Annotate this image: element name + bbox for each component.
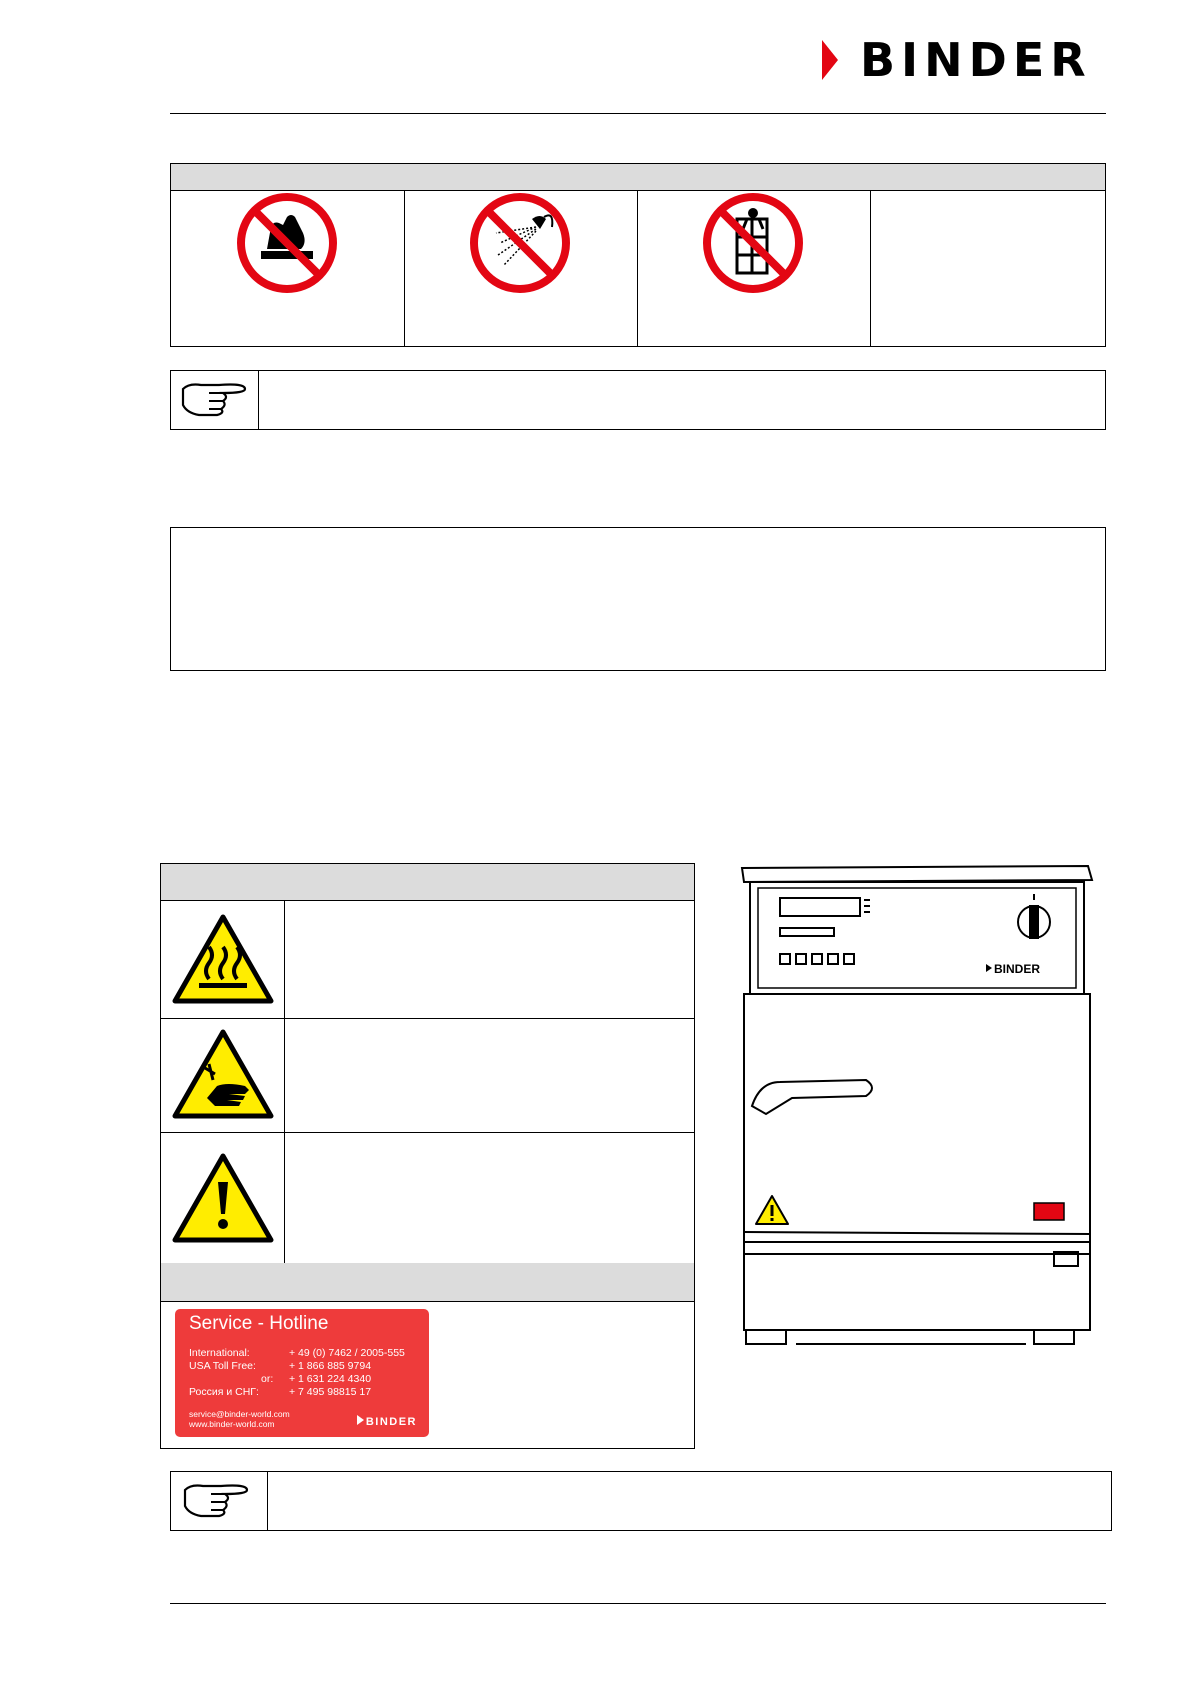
- prohibition-table: [170, 163, 1106, 347]
- hotline-row: [189, 1347, 405, 1359]
- hotline-website: www.binder-world.com: [189, 1419, 275, 1429]
- hotline-row-label: or:: [261, 1373, 274, 1385]
- binder-logo-icon: [820, 38, 856, 82]
- note-hand-cell: [171, 1472, 268, 1530]
- pointing-hand-icon: [179, 377, 249, 423]
- hotline-row-number: + 1 631 224 4340: [289, 1373, 372, 1385]
- hotline-row-label: International:: [189, 1347, 250, 1359]
- general-warning-icon: [171, 1152, 275, 1244]
- warning-row-general: [161, 1132, 694, 1264]
- hotline-row: [189, 1360, 372, 1372]
- hotline-row-number: + 7 495 98815 17: [289, 1386, 372, 1398]
- appliance-outline-image: [736, 858, 1098, 1366]
- warning-icon-cell: [161, 901, 285, 1018]
- service-header: [161, 1263, 694, 1302]
- prohibition-cell-climb: [637, 191, 871, 346]
- no-water-spray-icon: [470, 193, 570, 293]
- warning-icon-cell: [161, 1018, 285, 1132]
- hotline-brand: [357, 1415, 417, 1428]
- prohibition-cell-touch: [171, 191, 405, 346]
- hotline-row-label: Россия и СНГ:: [189, 1386, 259, 1398]
- hotline-email: service@binder-world.com: [189, 1409, 290, 1419]
- warning-row-cut-hazard: [161, 1018, 694, 1133]
- hotline-row: [189, 1386, 372, 1398]
- no-climbing-icon: [703, 193, 803, 293]
- header-rule: [170, 113, 1106, 114]
- service-hotline-sticker: [175, 1309, 429, 1437]
- warning-icon-cell: [161, 1132, 285, 1263]
- brand-name: BINDER: [860, 33, 1092, 87]
- prohibition-cell-water: [404, 191, 638, 346]
- cut-hazard-warning-icon: [171, 1028, 275, 1120]
- hotline-title: Service - Hotline: [189, 1313, 329, 1334]
- prohibition-table-header: [171, 164, 1105, 191]
- note-box-2: [170, 1471, 1112, 1531]
- pointing-hand-icon: [181, 1478, 251, 1524]
- warning-table-header: [161, 864, 694, 901]
- prohibition-cell-empty: [870, 191, 1104, 346]
- hot-surface-warning-icon: [171, 913, 275, 1005]
- brand-arrow-icon: [357, 1415, 364, 1425]
- hotline-brand-text: BINDER: [365, 1416, 417, 1428]
- hotline-row-number: + 49 (0) 7462 / 2005-555: [289, 1347, 405, 1359]
- note-box-1: [170, 370, 1106, 430]
- appliance-drawing: [736, 858, 1098, 1366]
- text-box: [170, 527, 1106, 671]
- note-hand-cell: [171, 371, 259, 429]
- footer-rule: [170, 1603, 1106, 1604]
- warning-row-hot-surface: [161, 901, 694, 1019]
- hotline-row-number: + 1 866 885 9794: [289, 1360, 372, 1372]
- no-touching-icon: [237, 193, 337, 293]
- binder-logo: [820, 33, 1106, 87]
- hotline-row-label: USA Toll Free:: [189, 1360, 256, 1372]
- appliance-brand-label: BINDER: [994, 962, 1041, 976]
